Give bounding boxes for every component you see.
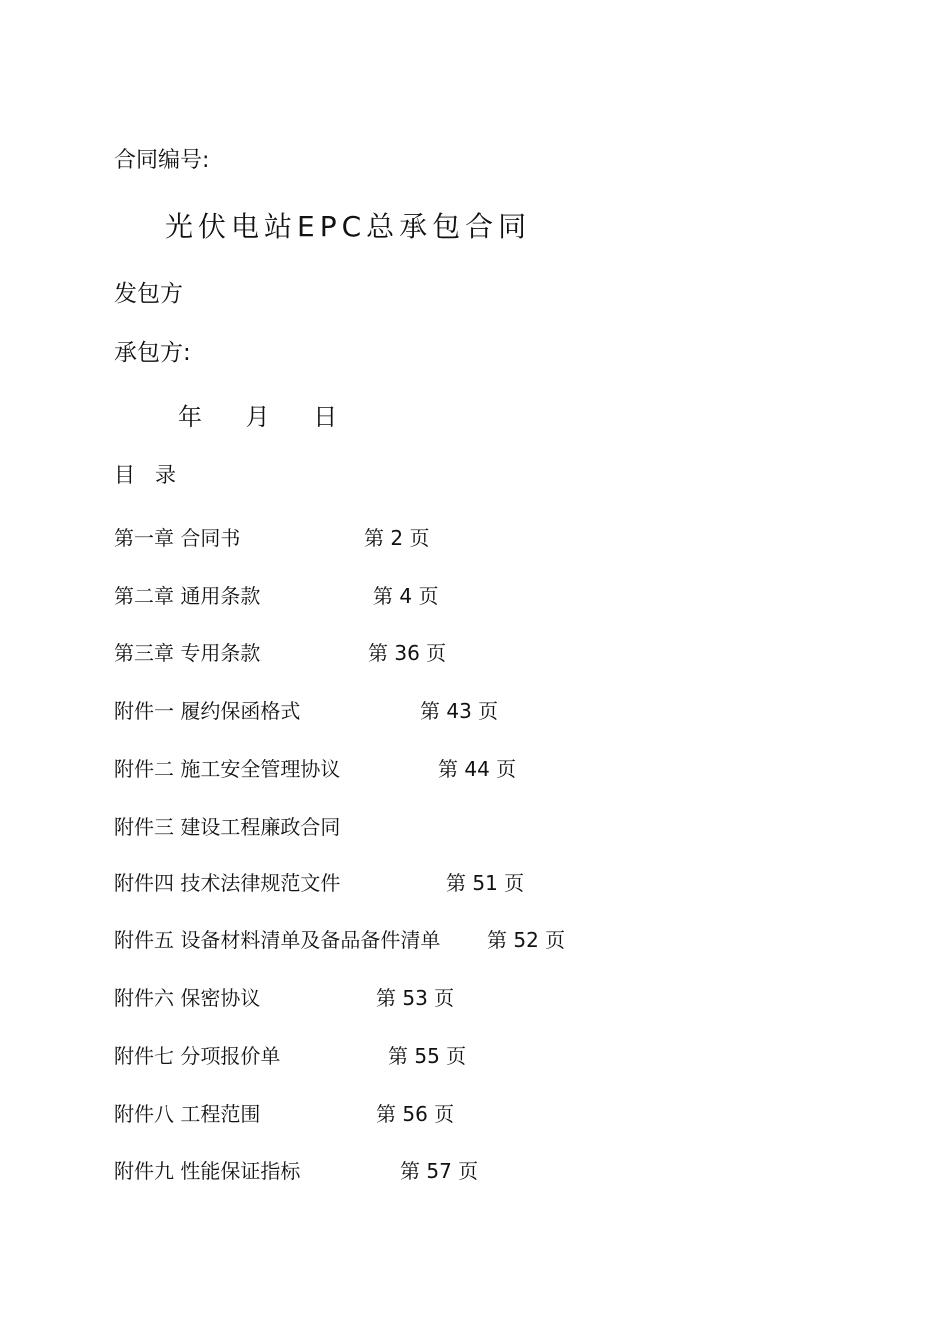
toc-item-label: 附件七 分项报价单 bbox=[114, 1044, 281, 1068]
toc-item-label: 第二章 通用条款 bbox=[114, 584, 261, 608]
date-year: 年 bbox=[178, 403, 202, 431]
date-line bbox=[178, 405, 337, 429]
toc-heading-char-2: 录 bbox=[155, 463, 176, 487]
contract-number-label: 合同编号: bbox=[114, 148, 210, 173]
toc-item-page: 第 53 页 bbox=[376, 986, 455, 1010]
toc-item-label: 附件五 设备材料清单及备品备件清单 bbox=[114, 928, 441, 952]
toc-item-label: 附件八 工程范围 bbox=[114, 1102, 261, 1126]
toc-item-label: 附件二 施工安全管理协议 bbox=[114, 757, 341, 781]
toc-item-label: 附件三 建设工程廉政合同 bbox=[114, 815, 341, 839]
toc-item-label: 附件六 保密协议 bbox=[114, 986, 261, 1010]
toc-item-page: 第 57 页 bbox=[400, 1159, 479, 1183]
toc-item-page: 第 36 页 bbox=[368, 641, 447, 665]
toc-item-label: 第一章 合同书 bbox=[114, 526, 241, 550]
toc-item-page: 第 44 页 bbox=[438, 757, 517, 781]
toc-item-page: 第 55 页 bbox=[388, 1044, 467, 1068]
toc-item-page: 第 4 页 bbox=[373, 584, 439, 608]
toc-item-page: 第 43 页 bbox=[420, 699, 499, 723]
date-day: 日 bbox=[313, 403, 338, 431]
toc-heading-char-1: 目 bbox=[114, 463, 135, 487]
date-month: 月 bbox=[245, 403, 270, 431]
toc-heading bbox=[114, 465, 176, 486]
employer-label: 发包方 bbox=[114, 281, 183, 307]
toc-item-page: 第 52 页 bbox=[487, 928, 566, 952]
contractor-label: 承包方: bbox=[114, 340, 191, 366]
toc-item-page: 第 51 页 bbox=[446, 871, 525, 895]
toc-item-label: 附件四 技术法律规范文件 bbox=[114, 871, 341, 895]
toc-item-label: 附件九 性能保证指标 bbox=[114, 1159, 301, 1183]
toc-item-label: 第三章 专用条款 bbox=[114, 641, 261, 665]
toc-item-label: 附件一 履约保函格式 bbox=[114, 699, 301, 723]
toc-item-page: 第 56 页 bbox=[376, 1102, 455, 1126]
toc-item-page: 第 2 页 bbox=[364, 526, 430, 550]
document-title: 光伏电站EPC总承包合同 bbox=[165, 210, 532, 243]
